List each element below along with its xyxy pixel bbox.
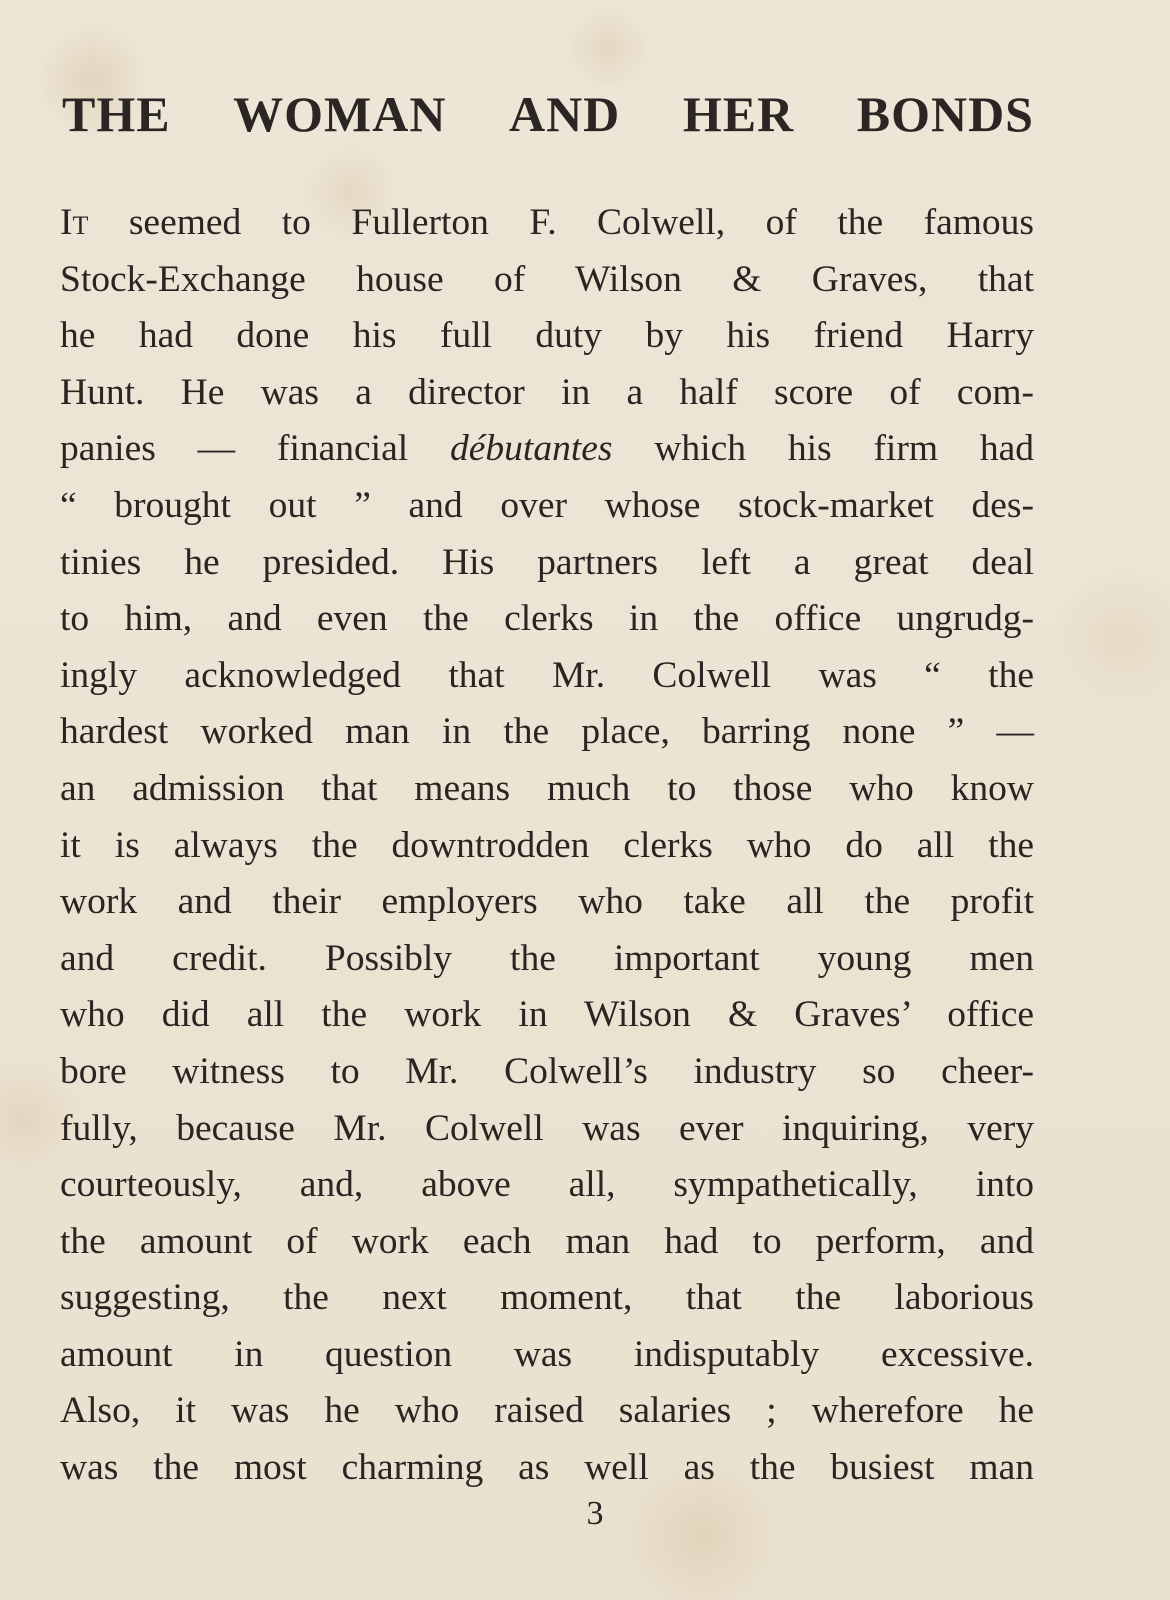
text-line: bore witness to Mr. Colwell’s industry so cheer-	[60, 1050, 1034, 1092]
text-line	[60, 195, 1034, 252]
opening-word: It	[60, 202, 89, 243]
text-line: fully, because Mr. Colwell was ever inquiring, very	[60, 1107, 1034, 1149]
running-head-word: AND	[508, 86, 621, 142]
text-line: was the most charming as well as the busiest man	[60, 1447, 1034, 1489]
text-line: Stock-Exchange house of Wilson & Graves, that	[60, 258, 1034, 300]
text-line: and credit. Possibly the important young men	[60, 937, 1034, 979]
text-line: Hunt. He was a director in a half score of com-	[60, 371, 1034, 413]
text-line: to him, and even the clerks in the office ungrudg-	[60, 598, 1034, 640]
text-line: hardest worked man in the place, barring none ” —	[60, 711, 1034, 753]
text-line: “ brought out ” and over whose stock-market des-	[60, 484, 1034, 526]
running-head-word: WOMAN	[233, 86, 447, 142]
text-line: tinies he presided. His partners left a great deal	[60, 541, 1034, 583]
text-line: work and their employers who take all the profit	[60, 881, 1034, 923]
text-line: amount in question was indisputably excessive.	[60, 1333, 1034, 1375]
italic-word: débutantes	[450, 428, 613, 470]
running-head-word: BONDS	[856, 86, 1034, 142]
text-line: he had done his full duty by his friend Harry	[60, 315, 1034, 357]
text-line: suggesting, the next moment, that the laborious	[60, 1277, 1034, 1319]
text-line: courteously, and, above all, sympathetically, into	[60, 1164, 1034, 1206]
running-head-word: HER	[682, 86, 795, 142]
text-line: it is always the downtrodden clerks who do all the	[60, 824, 1034, 866]
text-line: ingly acknowledged that Mr. Colwell was “ the	[60, 654, 1034, 696]
text-line: an admission that means much to those who know	[60, 767, 1034, 809]
running-head-word: THE	[62, 86, 171, 142]
text-line: Also, it was he who raised salaries ; wherefore he	[60, 1390, 1034, 1432]
running-head	[62, 82, 1034, 146]
text-line-italic: panies — financial débutantes which his firm had	[60, 428, 1034, 470]
text-line: the amount of work each man had to perform, and	[60, 1220, 1034, 1262]
page-number: 3	[586, 1495, 604, 1532]
body-text	[60, 195, 1034, 1497]
text-line: who did all the work in Wilson & Graves’ office	[60, 994, 1034, 1036]
text-line-content: seemed to Fullerton F. Colwell, of the famous	[128, 202, 1034, 243]
